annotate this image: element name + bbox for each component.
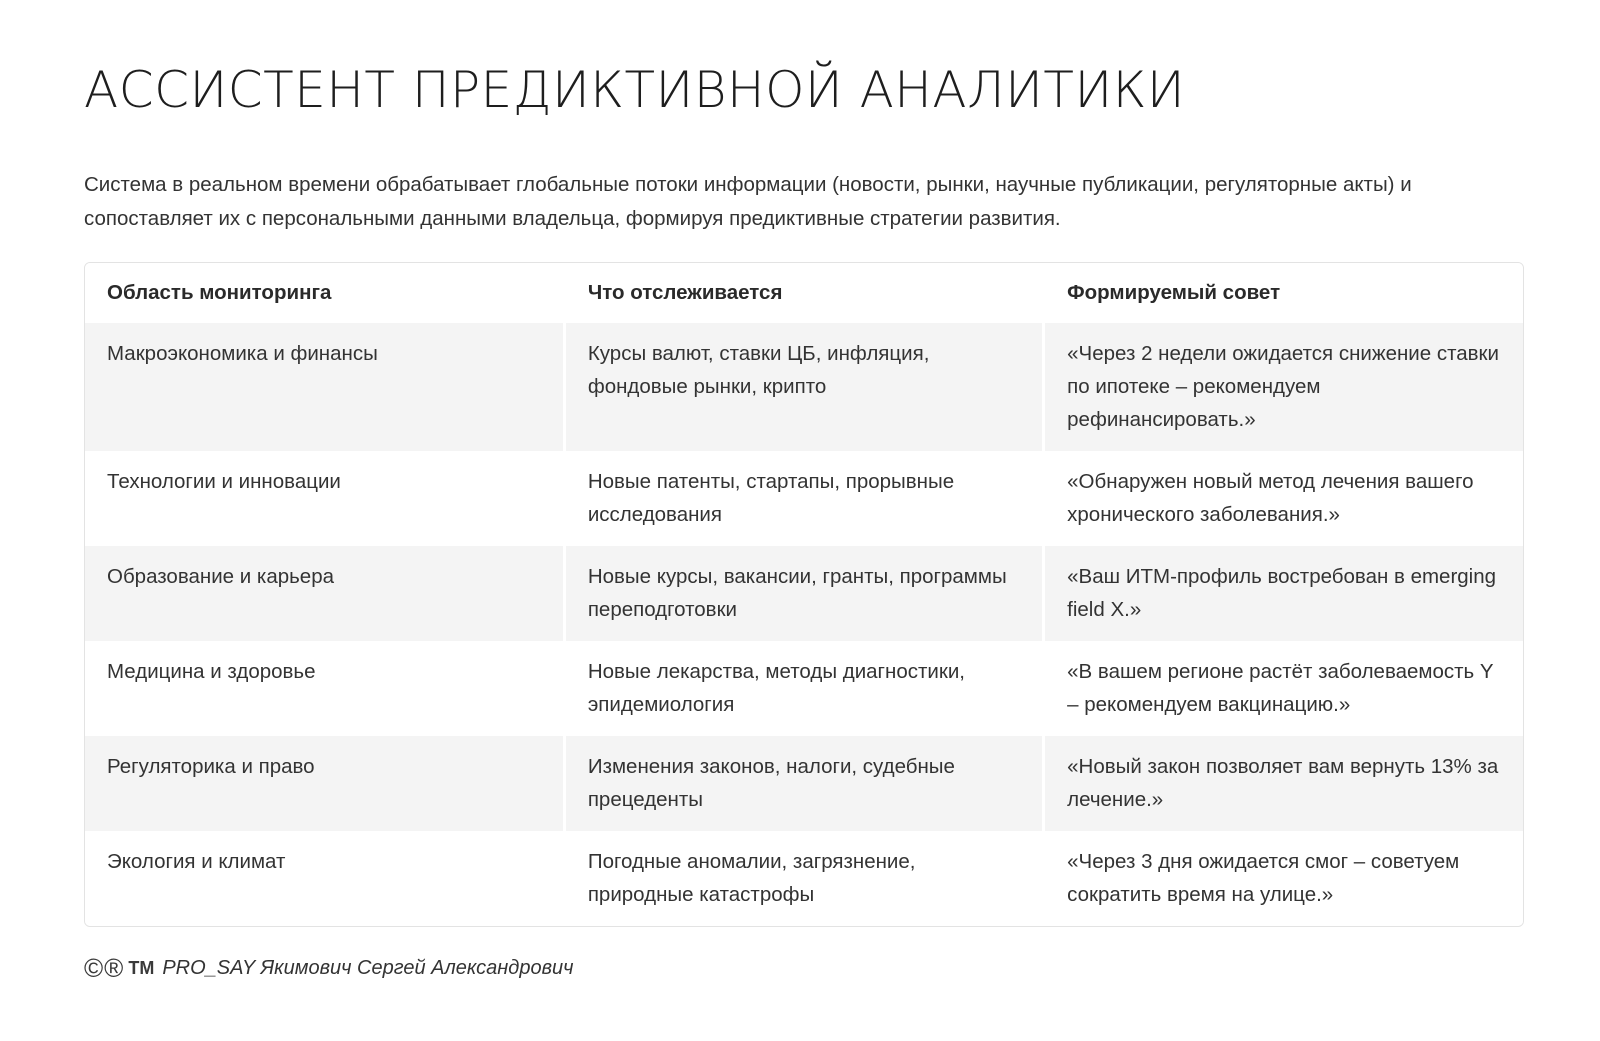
- cell-advice: «Ваш ИТМ-профиль востребован в emerging field X.»: [1044, 546, 1523, 641]
- cell-area: Медицина и здоровье: [85, 641, 564, 736]
- cell-advice: «Новый закон позволяет вам вернуть 13% за лечение.»: [1044, 736, 1523, 831]
- table-row: [85, 736, 1523, 831]
- cell-area: Макроэкономика и финансы: [85, 323, 564, 451]
- table-header-row: [85, 263, 1523, 323]
- cell-area: Технологии и инновации: [85, 451, 564, 546]
- column-header-tracked: Что отслеживается: [564, 263, 1043, 323]
- cell-advice: «В вашем регионе растёт заболеваемость Y – рекомендуем вакцинацию.»: [1044, 641, 1523, 736]
- table-row: [85, 451, 1523, 546]
- table-row: [85, 641, 1523, 736]
- registered-icon: ®: [104, 953, 124, 983]
- cell-advice: «Обнаружен новый метод лечения вашего хронического заболевания.»: [1044, 451, 1523, 546]
- column-header-area: Область мониторинга: [85, 263, 564, 323]
- column-header-advice: Формируемый совет: [1044, 263, 1523, 323]
- trademark-icon: TM: [128, 957, 155, 978]
- page-title: АССИСТЕНТ ПРЕДИКТИВНОЙ АНАЛИТИКИ: [84, 61, 1186, 119]
- monitoring-table: [85, 263, 1523, 926]
- cell-tracked: Курсы валют, ставки ЦБ, инфляция, фондовые рынки, крипто: [564, 323, 1043, 451]
- table-row: [85, 546, 1523, 641]
- page: [84, 0, 1524, 981]
- cell-area: Экология и климат: [85, 831, 564, 926]
- cell-area: Регуляторика и право: [85, 736, 564, 831]
- table-row: [85, 831, 1523, 926]
- intro-paragraph: Система в реальном времени обрабатывает глобальные потоки информации (новости, рынки, научные публикации, регуляторные акты) и сопоставляет их с персональными данными владельца, формируя предиктивные стратегии развития.: [84, 173, 1412, 230]
- table-row: [85, 323, 1523, 451]
- cell-advice: «Через 2 недели ожидается снижение ставки по ипотеке – рекомендуем рефинансировать.»: [1044, 323, 1523, 451]
- cell-tracked: Изменения законов, налоги, судебные прецеденты: [564, 736, 1043, 831]
- cell-tracked: Новые патенты, стартапы, прорывные исследования: [564, 451, 1043, 546]
- cell-tracked: Новые курсы, вакансии, гранты, программы переподготовки: [564, 546, 1043, 641]
- cell-area: Образование и карьера: [85, 546, 564, 641]
- cell-tracked: Погодные аномалии, загрязнение, природные катастрофы: [564, 831, 1043, 926]
- footer: [84, 955, 1524, 981]
- cell-advice: «Через 3 дня ожидается смог – советуем сократить время на улице.»: [1044, 831, 1523, 926]
- monitoring-table-container: [84, 262, 1524, 927]
- author-credit: PRO_SAY Якимович Сергей Александрович: [162, 956, 574, 979]
- copyright-icon: ©: [84, 953, 104, 983]
- cell-tracked: Новые лекарства, методы диагностики, эпидемиология: [564, 641, 1043, 736]
